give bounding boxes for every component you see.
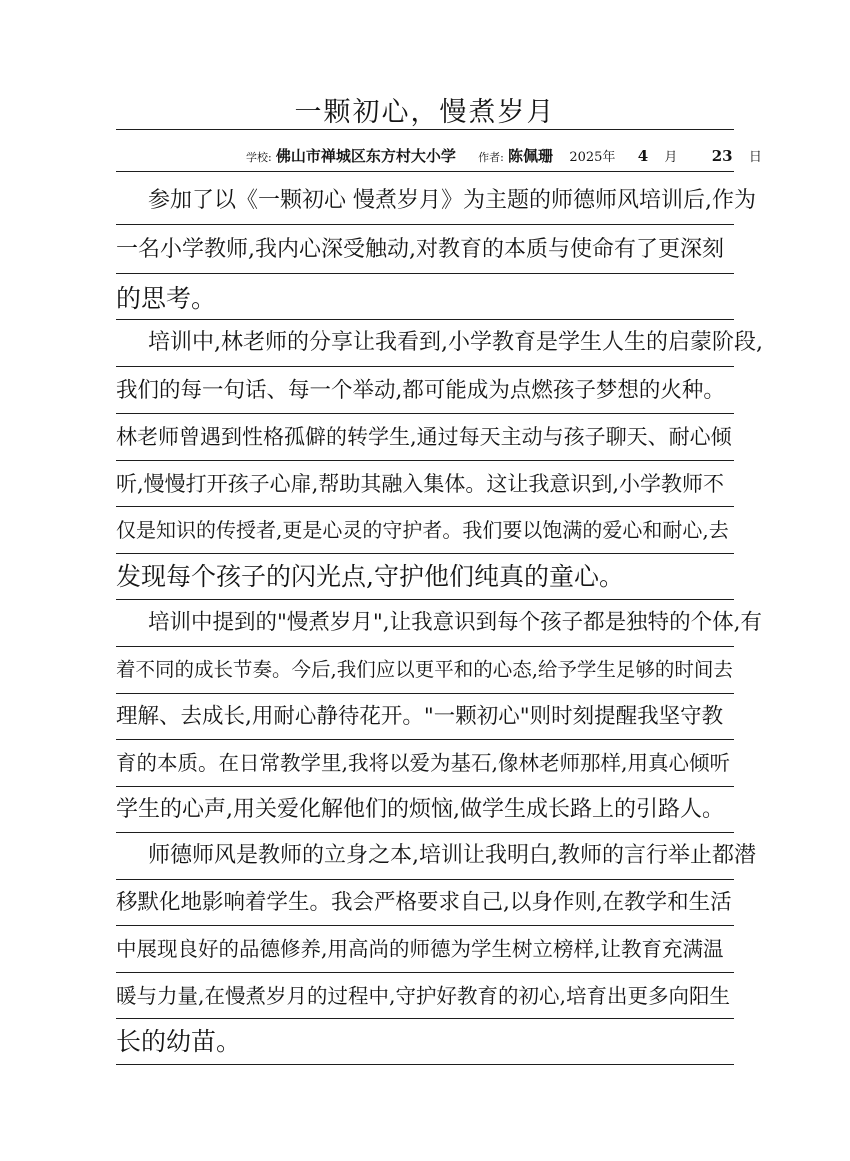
date-day-unit: 日: [748, 150, 762, 165]
ruled-line: [116, 273, 734, 274]
body-line: 我们的每一句话、每一个举动,都可能成为点燃孩子梦想的火种。: [116, 378, 725, 403]
date-month-unit: 月: [664, 150, 678, 165]
document-title: 一颗初心，慢煮岁月: [294, 97, 556, 128]
body-line: 育的本质。在日常教学里,我将以爱为基石,像林老师那样,用真心倾听: [116, 751, 731, 775]
ruled-line: [116, 972, 734, 973]
ruled-line: [116, 646, 734, 647]
ruled-line: [116, 460, 734, 461]
body-line: 学生的心声,用关爱化解他们的烦恼,做学生成长路上的引路人。: [116, 797, 724, 822]
body-line: 移默化地影响着学生。我会严格要求自己,以身作则,在教学和生活: [116, 890, 732, 915]
document-meta: [246, 143, 762, 169]
body-line: 听,慢慢打开孩子心扉,帮助其融入集体。这让我意识到,小学教师不: [116, 472, 725, 496]
ruled-line: [116, 366, 734, 367]
ruled-line: [116, 224, 734, 225]
school-name: 佛山市禅城区东方村大小学: [275, 147, 456, 165]
date-month: 4: [637, 147, 649, 165]
school-label: 学校:: [246, 151, 272, 164]
ruled-line: [116, 553, 734, 554]
body-line: 的思考。: [116, 284, 217, 313]
ruled-line: [116, 693, 734, 694]
ruled-line: [116, 319, 734, 320]
body-line: 参加了以《一颗初心 慢煮岁月》为主题的师德师风培训后,作为: [148, 188, 756, 213]
ruled-line: [116, 786, 734, 787]
body-line: 培训中,林老师的分享让我看到,小学教育是学生人生的启蒙阶段,: [148, 330, 763, 355]
body-line: 师德师风是教师的立身之本,培训让我明白,教师的言行举止都潜: [148, 843, 756, 868]
author-name: 陈佩珊: [508, 147, 554, 165]
ruled-line: [116, 413, 734, 414]
body-line: 暖与力量,在慢煮岁月的过程中,守护好教育的初心,培育出更多向阳生: [116, 984, 731, 1008]
body-line: 林老师曾遇到性格孤僻的转学生,通过每天主动与孩子聊天、耐心倾: [116, 425, 732, 449]
body-line: 理解、去成长,用耐心静待花开。"一颗初心"则时刻提醒我坚守教: [116, 704, 724, 729]
body-line: 着不同的成长节奏。今后,我们应以更平和的心态,给予学生足够的时间去: [116, 658, 733, 681]
title-rule: [116, 129, 734, 130]
body-line: 一名小学教师,我内心深受触动,对教育的本质与使命有了更深刻: [116, 237, 724, 262]
body-line: 培训中提到的"慢煮岁月",让我意识到每个孩子都是独特的个体,有: [148, 610, 762, 635]
ruled-line: [116, 925, 734, 926]
meta-rule: [116, 171, 734, 172]
date-year: 2025年: [569, 150, 616, 165]
ruled-line: [116, 506, 734, 507]
ruled-line: [116, 879, 734, 880]
body-line: 仅是知识的传授者,更是心灵的守护者。我们要以饱满的爱心和耐心,去: [116, 518, 729, 542]
ruled-line: [116, 1064, 734, 1065]
body-line: 发现每个孩子的闪光点,守护他们纯真的童心。: [116, 562, 624, 591]
body-line: 中展现良好的品德修养,用高尚的师德为学生树立榜样,让教育充满温: [116, 937, 724, 961]
ruled-line: [116, 739, 734, 740]
body-line: 长的幼苗。: [116, 1027, 242, 1056]
ruled-line: [116, 1018, 734, 1019]
ruled-line: [116, 599, 734, 600]
ruled-line: [116, 832, 734, 833]
date-day: 23: [711, 147, 733, 165]
author-label: 作者:: [478, 151, 504, 164]
